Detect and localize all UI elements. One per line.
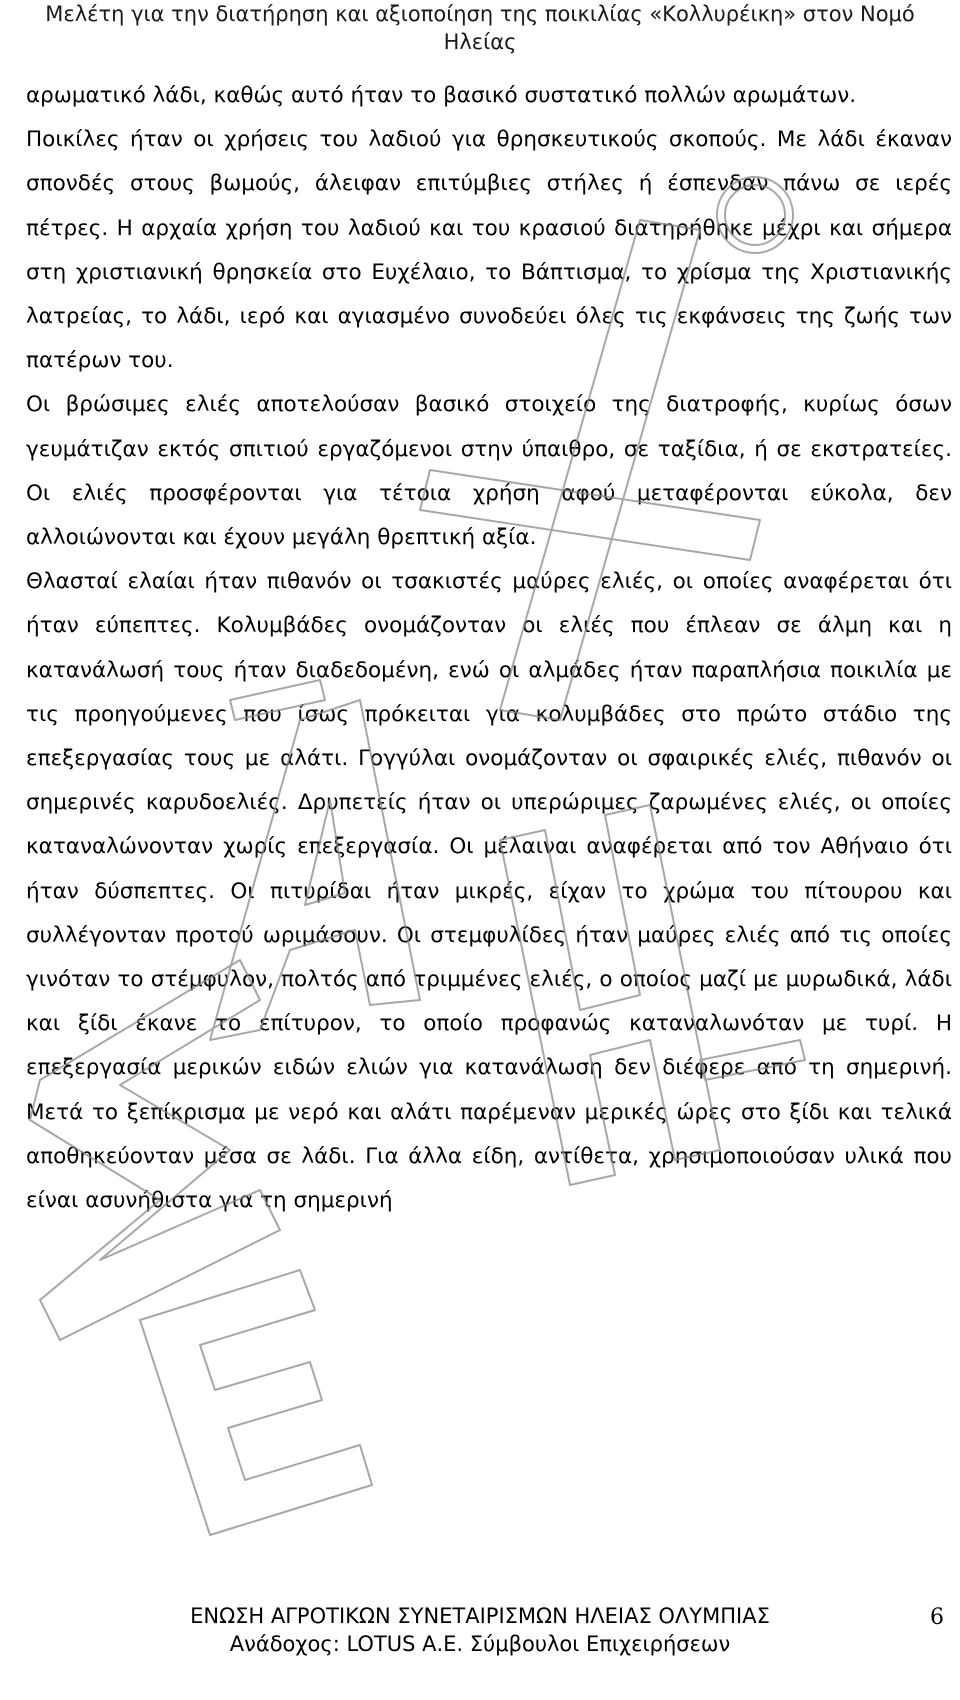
page-footer: [0, 1602, 960, 1658]
paragraph: Οι βρώσιμες ελιές αποτελούσαν βασικό στοιχείο της διατροφής, κυρίως όσων γευμάτιζαν εκτός σπιτιού εργαζόμενοι στην ύπαιθρο, σε ταξίδια, ή σε εκστρατείες. Οι ελιές προσφέρονται για τέτοια χρήση αφού μεταφέρονται εύκολα, δεν αλλοιώνονται και έχουν μεγάλη θρεπτική αξία.: [26, 392, 952, 551]
paragraph: Ποικίλες ήταν οι χρήσεις του λαδιού για θρησκευτικούς σκοπούς. Με λάδι έκαναν σπονδές στους βωμούς, άλειφαν επιτύμβιες στήλες ή έσπενδαν πάνω σε ιερές πέτρες. Η αρχαία χρήση του λαδιού και του κρασιού διατηρήθηκε μέχρι και σήμερα στη χριστιανική θρησκεία στο Ευχέλαιο, το Βάπτισμα, το χρίσμα της Χριστιανικής λατρείας, το λάδι, ιερό και αγιασμένο συνοδεύει όλες τις εκφάνσεις της ζωής των πατέρων του.: [26, 127, 952, 374]
footer-organization: ΕΝΩΣΗ ΑΓΡΟΤΙΚΩΝ ΣΥΝΕΤΑΙΡΙΣΜΩΝ ΗΛΕΙΑΣ ΟΛΥΜΠΙΑΣ: [190, 1604, 770, 1628]
footer-contractor: Ανάδοχος: LOTUS Α.Ε. Σύμβουλοι Επιχειρήσεων: [229, 1632, 731, 1656]
paragraph: Θλασταί ελαίαι ήταν πιθανόν οι τσακιστές μαύρες ελιές, οι οποίες αναφέρεται ότι ήταν εύπεπτες. Κολυμβάδες ονομάζονταν οι ελιές που έπλεαν σε άλμη και η κατανάλωσή τους ήταν διαδεδομένη, ενώ οι αλμάδες ήταν παραπλήσια ποικιλία με τις προηγούμενες που ίσως πρόκειται για κολυμβάδες στο πρώτο στάδιο της επεξεργασίας τους με αλάτι. Γογγύλαι ονομάζονταν οι σφαιρικές ελιές, πιθανόν οι σημερινές καρυδοελιές. Δρυπετείς ήταν οι υπερώριμες ζαρωμένες ελιές, οι οποίες καταναλώνονταν χωρίς επεξεργασία. Οι μέλαιναι αναφέρεται από τον Αθήναιο ότι ήταν δύσπεπτες. Οι πιτυρίδαι ήταν μικρές, είχαν το χρώμα του πίτουρου και συλλέγονταν προτού ωριμάσουν. Οι στεμφυλίδες ήταν μαύρες ελιές από τις οποίες γινόταν το στέμφυλον, πολτός από τριμμένες ελιές, ο οποίος μαζί με μυρωδικά, λάδι και ξίδι έκανε το επίτυρον, το οποίο προφανώς καταναλωνόταν με τυρί. Η επεξεργασία μερικών ειδών ελιών για κατανάλωση δεν διέφερε από τη σημερινή. Μετά το ξεπίκρισμα με νερό και αλάτι παρέμεναν μερικές ώρες στο ξίδι και τελικά αποθηκεύονταν μέσα σε λάδι. Για άλλα είδη, αντίθετα, χρησιμοποιούσαν υλικά που είναι ασυνήθιστα για τη σημερινή: [26, 569, 952, 1214]
running-header: Μελέτη για την διατήρηση και αξιοποίηση της ποικιλίας «Κολλυρέικη» στον Νομό Ηλείας: [45, 2, 915, 54]
body-text: [26, 74, 952, 1223]
paragraph: αρωματικό λάδι, καθώς αυτό ήταν το βασικό συστατικό πολλών αρωμάτων.: [26, 83, 857, 108]
page-number: 6: [930, 1605, 944, 1630]
